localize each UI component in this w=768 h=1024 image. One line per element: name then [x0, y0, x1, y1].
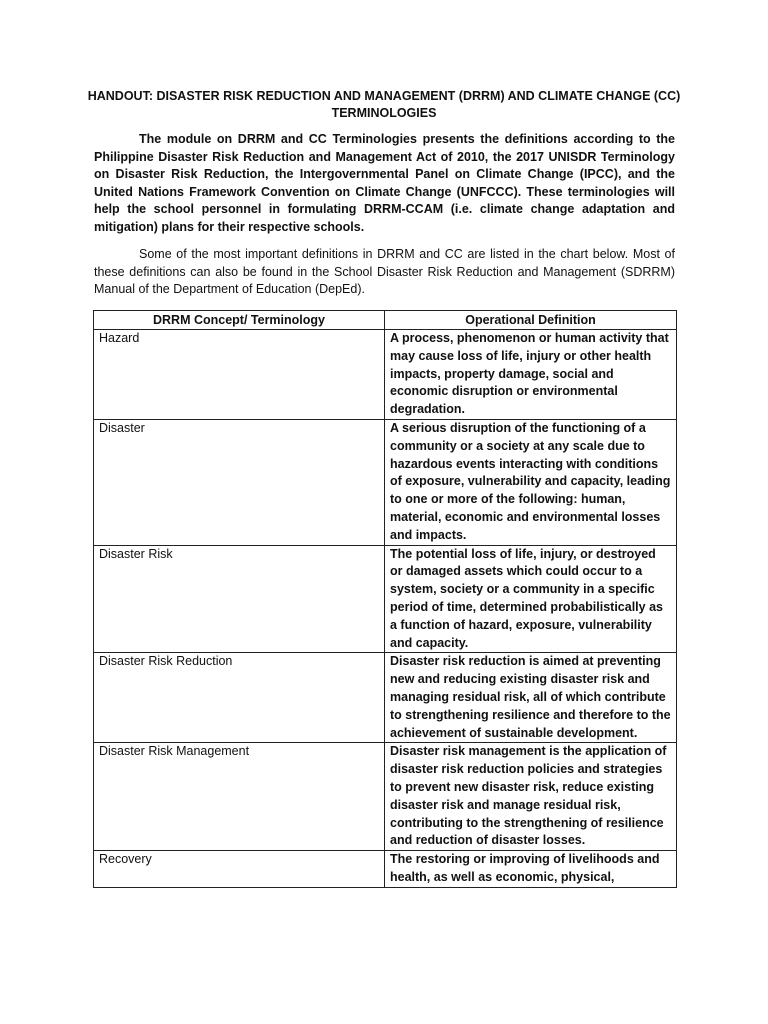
table-row	[94, 545, 677, 653]
column-header-definition: Operational Definition	[385, 311, 677, 330]
term-cell: Disaster Risk Management	[94, 743, 385, 851]
document-title: HANDOUT: DISASTER RISK REDUCTION AND MANAGEMENT (DRRM) AND CLIMATE CHANGE (CC) TERMINOLOGIES	[87, 89, 681, 120]
definition-cell: The restoring or improving of livelihoods and health, as well as economic, physical,	[385, 851, 677, 888]
column-header-term: DRRM Concept/ Terminology	[94, 311, 385, 330]
definition-cell: Disaster risk management is the application of disaster risk reduction policies and strategies to prevent new disaster risk, reduce existing disaster risk and manage residual risk, contributing to the strengthening of resilience and reduction of disaster losses.	[385, 743, 677, 851]
table-row	[94, 330, 677, 420]
definition-cell: The potential loss of life, injury, or destroyed or damaged assets which could occur to a system, society or a community in a specific period of time, determined probabilistically as a function of hazard, exposure, vulnerability and capacity.	[385, 545, 677, 653]
second-paragraph: Some of the most important definitions in DRRM and CC are listed in the chart below. Most of these definitions can also be found in the School Disaster Risk Reduction and Management (SDRRM) Manual of the Department of Education (DepEd).	[94, 247, 675, 297]
definition-cell: A process, phenomenon or human activity that may cause loss of life, injury or other health impacts, property damage, social and economic disruption or environmental degradation.	[385, 330, 677, 420]
table-row	[94, 653, 677, 743]
definition-cell: Disaster risk reduction is aimed at preventing new and reducing existing disaster risk and managing residual risk, all of which contribute to strengthening resilience and therefore to the achievement of sustainable development.	[385, 653, 677, 743]
table-row	[94, 851, 677, 888]
term-cell: Disaster Risk Reduction	[94, 653, 385, 743]
intro-paragraph: The module on DRRM and CC Terminologies presents the definitions according to the Philippine Disaster Risk Reduction and Management Act of 2010, the 2017 UNISDR Terminology on Disaster Risk Reduction, the Intergovernmental Panel on Climate Change (IPCC), and the United Nations Framework Convention on Climate Change (UNFCCC). These terminologies will help the school personnel in formulating DRRM-CCAM (i.e. climate change adaptation and mitigation) plans for their respective schools.	[94, 132, 675, 234]
definition-cell: A serious disruption of the functioning of a community or a society at any scale due to hazardous events interacting with conditions of exposure, vulnerability and capacity, leading to one or more of the following: human, material, economic and environmental losses and impacts.	[385, 419, 677, 545]
table-row	[94, 743, 677, 851]
term-cell: Hazard	[94, 330, 385, 420]
table-header-row	[94, 311, 677, 330]
term-cell: Disaster	[94, 419, 385, 545]
table-row	[94, 419, 677, 545]
term-cell: Disaster Risk	[94, 545, 385, 653]
terminology-table	[93, 310, 677, 888]
term-cell: Recovery	[94, 851, 385, 888]
